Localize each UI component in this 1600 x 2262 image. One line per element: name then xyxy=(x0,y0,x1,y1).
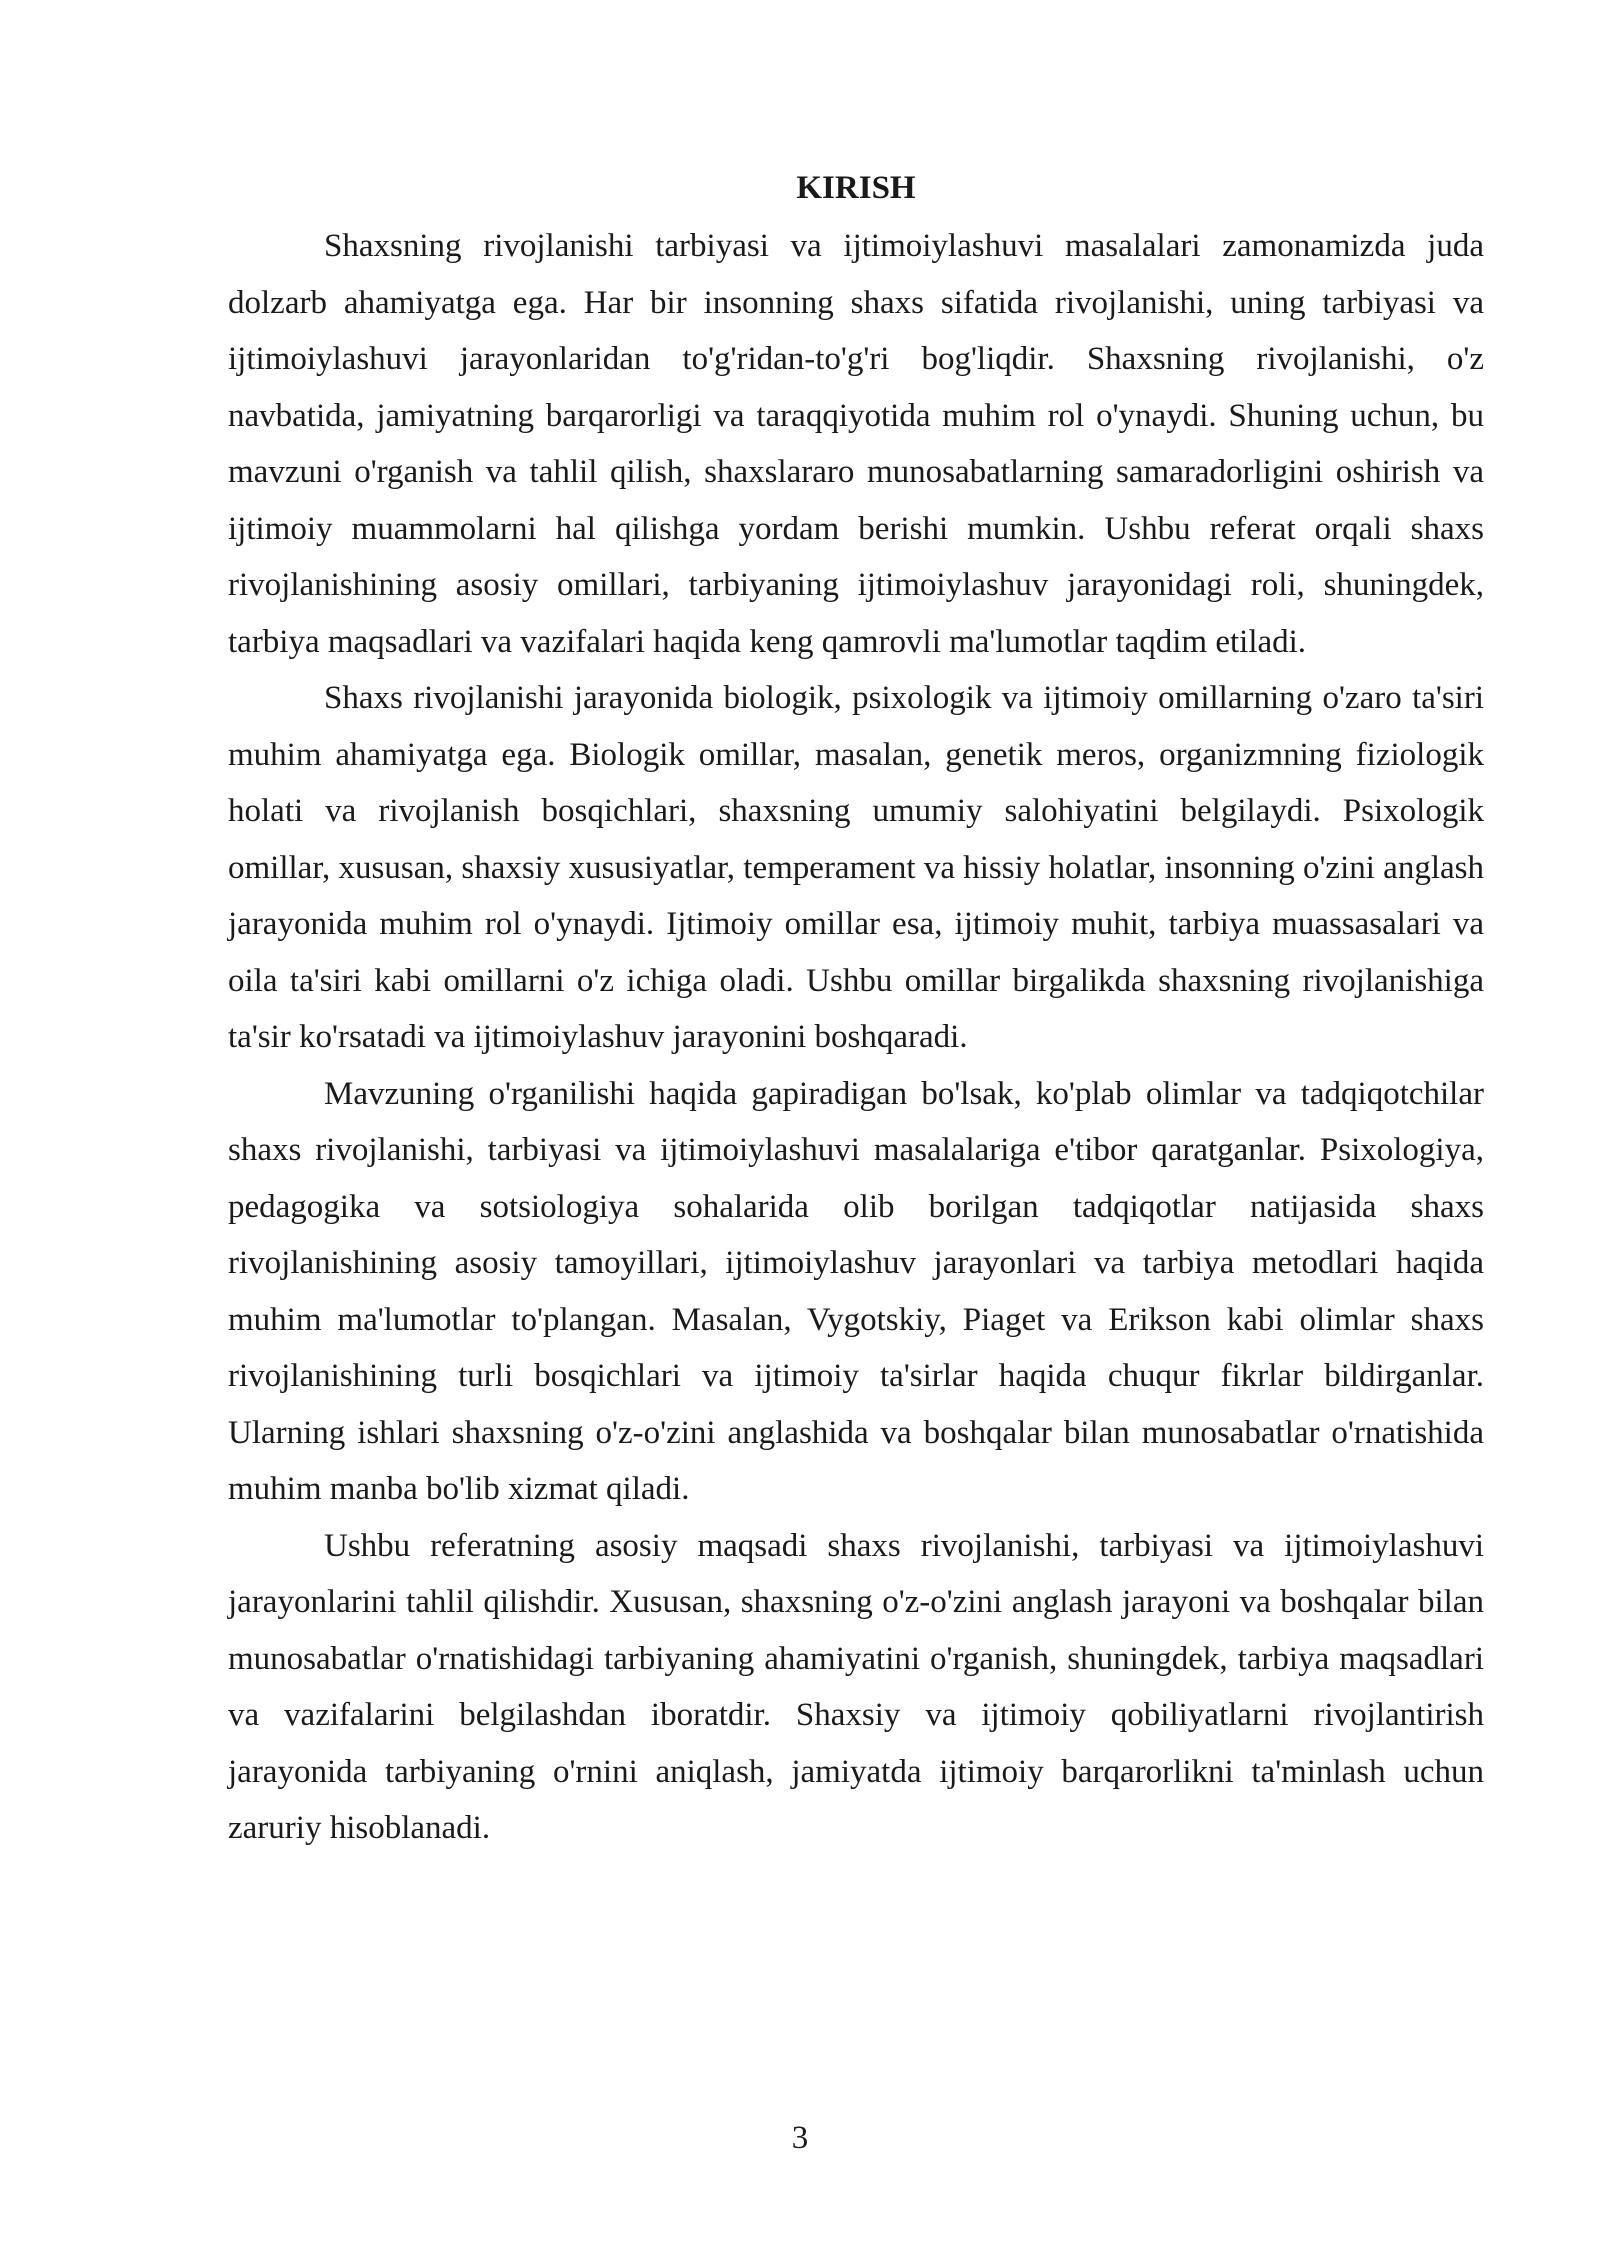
paragraph-1: Shaxsning rivojlanishi tarbiyasi va ijtimoiylashuvi masalalari zamonamizda juda dolzarb ahamiyatga ega. Har bir insonning shaxs sifatida rivojlanishi, uning tarbiyasi va ijtimoiylashuvi jarayonlaridan to'g'ridan-to'g'ri bog'liqdir. Shaxsning rivojlanishi, o'z navbatida, jamiyatning barqarorligi va taraqqiyotida muhim rol o'ynaydi. Shuning uchun, bu mavzuni o'rganish va tahlil qilish, shaxslararo munosabatlarning samaradorligini oshirish va ijtimoiy muammolarni hal qilishga yordam berishi mumkin. Ushbu referat orqali shaxs rivojlanishining asosiy omillari, tarbiyaning ijtimoiylashuv jarayonidagi roli, shuningdek, tarbiya maqsadlari va vazifalari haqida keng qamrovli ma'lumotlar taqdim etiladi. xyxy=(228,228,1484,660)
paragraph-4: Ushbu referatning asosiy maqsadi shaxs rivojlanishi, tarbiyasi va ijtimoiylashuvi jarayonlarini tahlil qilishdir. Xususan, shaxsning o'z-o'zini anglash jarayoni va boshqalar bilan munosabatlar o'rnatishidagi tarbiyaning ahamiyatini o'rganish, shuningdek, tarbiya maqsadlari va vazifalarini belgilashdan iboratdir. Shaxsiy va ijtimoiy qobiliyatlarni rivojlantirish jarayonida tarbiyaning o'rnini aniqlash, jamiyatda ijtimoiy barqarorlikni ta'minlash uchun zaruriy hisoblanadi. xyxy=(228,1527,1484,1846)
paragraph-2: Shaxs rivojlanishi jarayonida biologik, psixologik va ijtimoiy omillarning o'zaro ta'siri muhim ahamiyatga ega. Biologik omillar, masalan, genetik meros, organizmning fiziologik holati va rivojlanish bosqichlari, shaxsning umumiy salohiyatini belgilaydi. Psixologik omillar, xususan, shaxsiy xususiyatlar, temperament va hissiy holatlar, insonning o'zini anglash jarayonida muhim rol o'ynaydi. Ijtimoiy omillar esa, ijtimoiy muhit, tarbiya muassasalari va oila ta'siri kabi omillarni o'z ichiga oladi. Ushbu omillar birgalikda shaxsning rivojlanishiga ta'sir ko'rsatadi va ijtimoiylashuv jarayonini boshqaradi. xyxy=(228,680,1484,1055)
page-number: 3 xyxy=(791,2120,809,2156)
section-title: KIRISH xyxy=(796,170,916,206)
paragraph-3: Mavzuning o'rganilishi haqida gapiradigan bo'lsak, ko'plab olimlar va tadqiqotchilar shaxs rivojlanishi, tarbiyasi va ijtimoiylashuvi masalalariga e'tibor qaratganlar. Psixologiya, pedagogika va sotsiologiya sohalarida olib borilgan tadqiqotlar natijasida shaxs rivojlanishining asosiy tamoyillari, ijtimoiylashuv jarayonlari va tarbiya metodlari haqida muhim ma'lumotlar to'plangan. Masalan, Vygotskiy, Piaget va Erikson kabi olimlar shaxs rivojlanishining turli bosqichlari va ijtimoiy ta'sirlar haqida chuqur fikrlar bildirganlar. Ularning ishlari shaxsning o'z-o'zini anglashida va boshqalar bilan munosabatlar o'rnatishida muhim manba bo'lib xizmat qiladi. xyxy=(228,1075,1484,1507)
document-body xyxy=(228,160,1484,1857)
